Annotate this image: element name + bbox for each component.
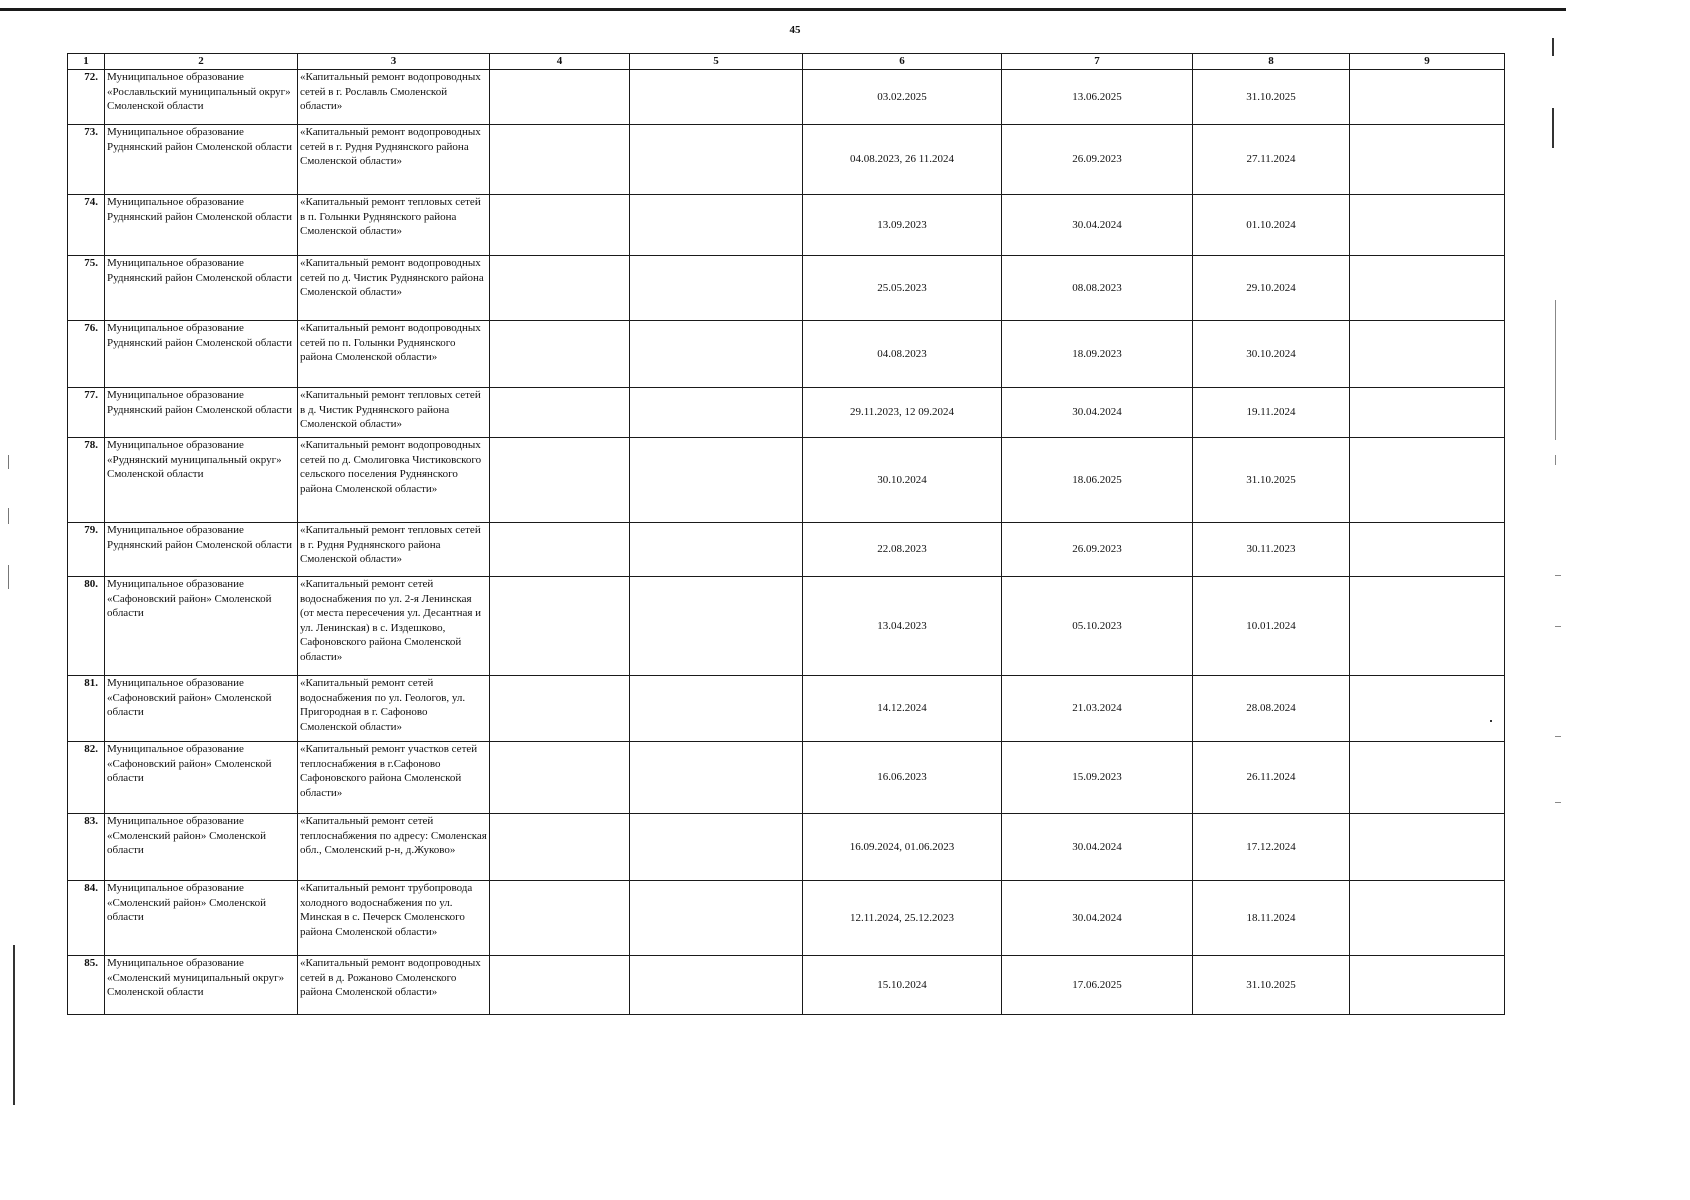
col5-cell <box>630 881 803 956</box>
col9-cell <box>1350 125 1505 195</box>
col5-cell <box>630 321 803 388</box>
date-col7: 17.06.2025 <box>1002 956 1193 1015</box>
col5-cell <box>630 523 803 577</box>
date-col6: 13.09.2023 <box>803 195 1002 256</box>
date-col7: 30.04.2024 <box>1002 881 1193 956</box>
object-cell: «Капитальный ремонт участков сетей теплоснабжения в г.Сафоново Сафоновского района Смоленской области» <box>298 742 490 814</box>
col4-cell <box>490 742 630 814</box>
table-row <box>68 577 1505 676</box>
col5-cell <box>630 388 803 438</box>
col4-cell <box>490 125 630 195</box>
table-row <box>68 321 1505 388</box>
col5-cell <box>630 70 803 125</box>
margin-mark <box>1555 300 1556 440</box>
object-cell: «Капитальный ремонт водопроводных сетей по п. Голынки Руднянского района Смоленской области» <box>298 321 490 388</box>
col5-cell <box>630 814 803 881</box>
margin-mark <box>8 508 9 524</box>
col4-cell <box>490 577 630 676</box>
col4-cell <box>490 256 630 321</box>
col5-cell <box>630 256 803 321</box>
date-col6: 15.10.2024 <box>803 956 1002 1015</box>
table-row <box>68 523 1505 577</box>
object-cell: «Капитальный ремонт тепловых сетей в г. Рудня Руднянского района Смоленской области» <box>298 523 490 577</box>
margin-mark <box>1555 736 1561 737</box>
table-row <box>68 742 1505 814</box>
col5-cell <box>630 438 803 523</box>
table-row <box>68 814 1505 881</box>
date-col8: 31.10.2025 <box>1193 438 1350 523</box>
date-col8: 28.08.2024 <box>1193 676 1350 742</box>
schedule-table <box>67 53 1505 1015</box>
date-col6: 14.12.2024 <box>803 676 1002 742</box>
object-cell: «Капитальный ремонт сетей теплоснабжения по адресу: Смоленская обл., Смоленский р-н, д.Жуково» <box>298 814 490 881</box>
date-col7: 08.08.2023 <box>1002 256 1193 321</box>
date-col8: 30.10.2024 <box>1193 321 1350 388</box>
date-col7: 18.09.2023 <box>1002 321 1193 388</box>
col5-cell <box>630 577 803 676</box>
date-col7: 13.06.2025 <box>1002 70 1193 125</box>
municipality-cell: Муниципальное образование Руднянский район Смоленской области <box>105 388 298 438</box>
date-col6: 16.09.2024, 01.06.2023 <box>803 814 1002 881</box>
col5-cell <box>630 956 803 1015</box>
municipality-cell: Муниципальное образование «Смоленский район» Смоленской области <box>105 881 298 956</box>
top-rule <box>0 8 1566 11</box>
date-col7: 26.09.2023 <box>1002 125 1193 195</box>
row-number: 84. <box>68 881 105 956</box>
municipality-cell: Муниципальное образование Руднянский район Смоленской области <box>105 256 298 321</box>
row-number: 75. <box>68 256 105 321</box>
col9-cell <box>1350 70 1505 125</box>
date-col7: 30.04.2024 <box>1002 388 1193 438</box>
date-col7: 21.03.2024 <box>1002 676 1193 742</box>
margin-mark <box>1552 108 1554 148</box>
col4-cell <box>490 70 630 125</box>
col5-cell <box>630 742 803 814</box>
col9-cell <box>1350 676 1505 742</box>
date-col7: 26.09.2023 <box>1002 523 1193 577</box>
margin-mark <box>13 945 15 1105</box>
municipality-cell: Муниципальное образование «Смоленский район» Смоленской области <box>105 814 298 881</box>
row-number: 76. <box>68 321 105 388</box>
municipality-cell: Муниципальное образование «Рославльский муниципальный округ» Смоленской области <box>105 70 298 125</box>
date-col6: 12.11.2024, 25.12.2023 <box>803 881 1002 956</box>
date-col7: 05.10.2023 <box>1002 577 1193 676</box>
object-cell: «Капитальный ремонт тепловых сетей в д. Чистик Руднянского района Смоленской области» <box>298 388 490 438</box>
row-number: 78. <box>68 438 105 523</box>
date-col8: 27.11.2024 <box>1193 125 1350 195</box>
column-header: 7 <box>1002 54 1193 70</box>
col9-cell <box>1350 523 1505 577</box>
col9-cell <box>1350 577 1505 676</box>
date-col6: 30.10.2024 <box>803 438 1002 523</box>
date-col6: 22.08.2023 <box>803 523 1002 577</box>
date-col8: 18.11.2024 <box>1193 881 1350 956</box>
object-cell: «Капитальный ремонт водопроводных сетей по д. Чистик Руднянского района Смоленской области» <box>298 256 490 321</box>
date-col6: 29.11.2023, 12 09.2024 <box>803 388 1002 438</box>
date-col7: 30.04.2024 <box>1002 195 1193 256</box>
date-col8: 31.10.2025 <box>1193 956 1350 1015</box>
date-col8: 01.10.2024 <box>1193 195 1350 256</box>
table-row <box>68 388 1505 438</box>
col4-cell <box>490 321 630 388</box>
municipality-cell: Муниципальное образование «Сафоновский район» Смоленской области <box>105 577 298 676</box>
column-header: 5 <box>630 54 803 70</box>
municipality-cell: Муниципальное образование Руднянский район Смоленской области <box>105 321 298 388</box>
page-number: 45 <box>789 24 801 36</box>
col9-cell <box>1350 195 1505 256</box>
column-header: 1 <box>68 54 105 70</box>
col9-cell <box>1350 321 1505 388</box>
col9-cell <box>1350 814 1505 881</box>
object-cell: «Капитальный ремонт сетей водоснабжения по ул. 2-я Ленинская (от места пересечения ул. Десантная и ул. Ленинская) в с. Издешково, Сафоновского района Смоленской области» <box>298 577 490 676</box>
object-cell: «Капитальный ремонт водопроводных сетей по д. Смолиговка Чистиковского сельского поселения Руднянского района Смоленской области» <box>298 438 490 523</box>
table-row <box>68 676 1505 742</box>
col9-cell <box>1350 742 1505 814</box>
row-number: 85. <box>68 956 105 1015</box>
date-col8: 19.11.2024 <box>1193 388 1350 438</box>
row-number: 80. <box>68 577 105 676</box>
margin-mark <box>1555 455 1556 465</box>
col4-cell <box>490 956 630 1015</box>
col4-cell <box>490 388 630 438</box>
date-col8: 30.11.2023 <box>1193 523 1350 577</box>
date-col6: 25.05.2023 <box>803 256 1002 321</box>
date-col7: 18.06.2025 <box>1002 438 1193 523</box>
date-col6: 03.02.2025 <box>803 70 1002 125</box>
municipality-cell: Муниципальное образование Руднянский район Смоленской области <box>105 195 298 256</box>
col4-cell <box>490 523 630 577</box>
col9-cell <box>1350 956 1505 1015</box>
row-number: 72. <box>68 70 105 125</box>
date-col8: 29.10.2024 <box>1193 256 1350 321</box>
date-col6: 04.08.2023 <box>803 321 1002 388</box>
date-col8: 17.12.2024 <box>1193 814 1350 881</box>
table-row <box>68 256 1505 321</box>
col5-cell <box>630 125 803 195</box>
date-col8: 31.10.2025 <box>1193 70 1350 125</box>
column-header: 3 <box>298 54 490 70</box>
table-row <box>68 438 1505 523</box>
municipality-cell: Муниципальное образование «Сафоновский район» Смоленской области <box>105 676 298 742</box>
col5-cell <box>630 195 803 256</box>
table-row <box>68 881 1505 956</box>
margin-mark <box>1555 575 1561 576</box>
object-cell: «Капитальный ремонт водопроводных сетей в д. Рожаново Смоленского района Смоленской области» <box>298 956 490 1015</box>
date-col7: 30.04.2024 <box>1002 814 1193 881</box>
header-row <box>68 54 1505 70</box>
date-col6: 16.06.2023 <box>803 742 1002 814</box>
col4-cell <box>490 438 630 523</box>
date-col6: 13.04.2023 <box>803 577 1002 676</box>
table-row <box>68 70 1505 125</box>
col4-cell <box>490 881 630 956</box>
margin-mark <box>8 455 9 469</box>
column-header: 4 <box>490 54 630 70</box>
column-header: 8 <box>1193 54 1350 70</box>
col9-cell <box>1350 881 1505 956</box>
column-header: 6 <box>803 54 1002 70</box>
col9-cell <box>1350 256 1505 321</box>
column-header: 2 <box>105 54 298 70</box>
date-col8: 26.11.2024 <box>1193 742 1350 814</box>
municipality-cell: Муниципальное образование «Руднянский муниципальный округ» Смоленской области <box>105 438 298 523</box>
object-cell: «Капитальный ремонт трубопровода холодного водоснабжения по ул. Минская в с. Печерск Смоленского района Смоленской области» <box>298 881 490 956</box>
row-number: 83. <box>68 814 105 881</box>
margin-mark <box>8 565 9 589</box>
col9-cell <box>1350 388 1505 438</box>
municipality-cell: Муниципальное образование Руднянский район Смоленской области <box>105 125 298 195</box>
table-row <box>68 125 1505 195</box>
margin-mark <box>1555 626 1561 627</box>
municipality-cell: Муниципальное образование Руднянский район Смоленской области <box>105 523 298 577</box>
row-number: 79. <box>68 523 105 577</box>
object-cell: «Капитальный ремонт тепловых сетей в п. Голынки Руднянского района Смоленской области» <box>298 195 490 256</box>
object-cell: «Капитальный ремонт водопроводных сетей в г. Рудня Руднянского района Смоленской области» <box>298 125 490 195</box>
col4-cell <box>490 676 630 742</box>
municipality-cell: Муниципальное образование «Сафоновский район» Смоленской области <box>105 742 298 814</box>
row-number: 73. <box>68 125 105 195</box>
date-col8: 10.01.2024 <box>1193 577 1350 676</box>
row-number: 74. <box>68 195 105 256</box>
date-col6: 04.08.2023, 26 11.2024 <box>803 125 1002 195</box>
municipality-cell: Муниципальное образование «Смоленский муниципальный округ» Смоленской области <box>105 956 298 1015</box>
col4-cell <box>490 195 630 256</box>
object-cell: «Капитальный ремонт водопроводных сетей в г. Рославль Смоленской области» <box>298 70 490 125</box>
col9-cell <box>1350 438 1505 523</box>
table-row <box>68 956 1505 1015</box>
col4-cell <box>490 814 630 881</box>
object-cell: «Капитальный ремонт сетей водоснабжения по ул. Геологов, ул. Пригородная в г. Сафоново Смоленской области» <box>298 676 490 742</box>
margin-mark <box>1555 802 1561 803</box>
row-number: 82. <box>68 742 105 814</box>
date-col7: 15.09.2023 <box>1002 742 1193 814</box>
margin-mark <box>1552 38 1554 56</box>
table-row <box>68 195 1505 256</box>
row-number: 81. <box>68 676 105 742</box>
col5-cell <box>630 676 803 742</box>
row-number: 77. <box>68 388 105 438</box>
column-header: 9 <box>1350 54 1505 70</box>
